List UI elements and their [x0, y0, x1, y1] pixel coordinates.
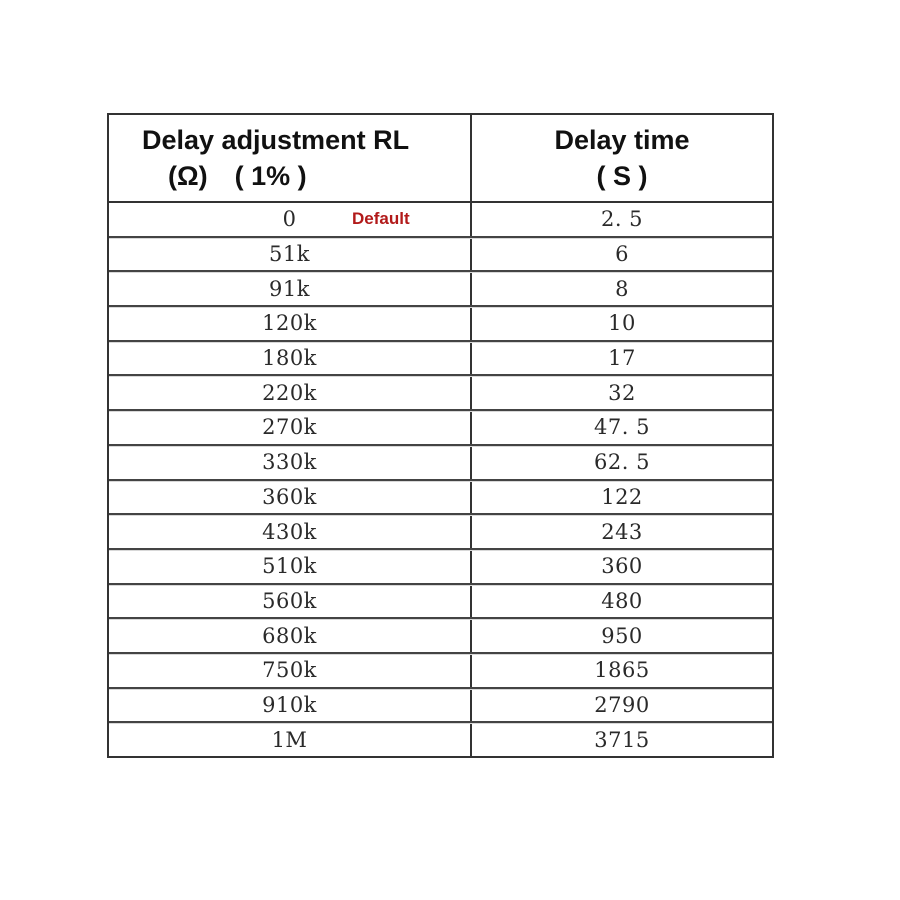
- rl-cell: 1M: [109, 723, 472, 756]
- rl-cell: 120k: [109, 307, 472, 340]
- table-row: [109, 238, 772, 273]
- header-delay-column: [472, 115, 772, 201]
- delay-cell: 2. 5: [600, 207, 644, 232]
- table-row: [109, 342, 772, 377]
- table-row: [109, 411, 772, 446]
- delay-cell: 47. 5: [594, 415, 650, 440]
- delay-cell: 480: [601, 588, 643, 613]
- rl-cell: 360k: [109, 481, 472, 514]
- table-row: [109, 272, 772, 307]
- rl-cell: [109, 203, 472, 236]
- rl-cell: 910k: [109, 689, 472, 722]
- delay-cell: 32: [608, 380, 636, 405]
- rl-cell: 91k: [109, 272, 472, 305]
- rl-cell: 750k: [109, 654, 472, 687]
- header-rl-unit: (Ω) ( 1% ): [168, 161, 307, 191]
- table-row: [109, 654, 772, 689]
- delay-cell: 8: [615, 276, 629, 301]
- delay-cell: 10: [608, 311, 636, 336]
- rl-cell: 51k: [109, 238, 472, 271]
- rl-cell: 510k: [109, 550, 472, 583]
- delay-cell: 360: [601, 554, 643, 579]
- delay-cell: 3715: [594, 727, 650, 752]
- delay-cell: 950: [601, 623, 643, 648]
- table-row: [109, 515, 772, 550]
- table-row: [109, 376, 772, 411]
- table-row: [109, 481, 772, 516]
- delay-cell: 243: [601, 519, 643, 544]
- default-badge: Default: [352, 209, 410, 229]
- rl-cell: 430k: [109, 515, 472, 548]
- table-row: [109, 689, 772, 724]
- rl-cell: 560k: [109, 585, 472, 618]
- table-row: [109, 307, 772, 342]
- table-row: [109, 203, 772, 238]
- rl-cell: 330k: [109, 446, 472, 479]
- delay-cell: 6: [615, 242, 629, 267]
- table-row: [109, 550, 772, 585]
- rl-value: 0: [282, 207, 297, 232]
- rl-cell: 220k: [109, 376, 472, 409]
- delay-cell: 17: [608, 346, 636, 371]
- delay-cell: 2790: [594, 692, 650, 717]
- delay-cell: 1865: [594, 658, 650, 683]
- header-rl-title: Delay adjustment RL: [142, 125, 410, 155]
- rl-cell: 180k: [109, 342, 472, 375]
- table-row: [109, 619, 772, 654]
- table-row: [109, 585, 772, 620]
- table-row: [109, 446, 772, 481]
- header-rl-column: [109, 115, 472, 201]
- delay-table: [107, 113, 774, 758]
- delay-cell: 122: [601, 484, 643, 509]
- table-row: [109, 723, 772, 756]
- header-delay-unit: ( S ): [596, 161, 648, 191]
- rl-cell: 270k: [109, 411, 472, 444]
- rl-cell: 680k: [109, 619, 472, 652]
- header-delay-title: Delay time: [554, 125, 690, 155]
- delay-cell: 62. 5: [594, 450, 650, 475]
- table-body: [109, 203, 772, 756]
- table-header: [109, 115, 772, 203]
